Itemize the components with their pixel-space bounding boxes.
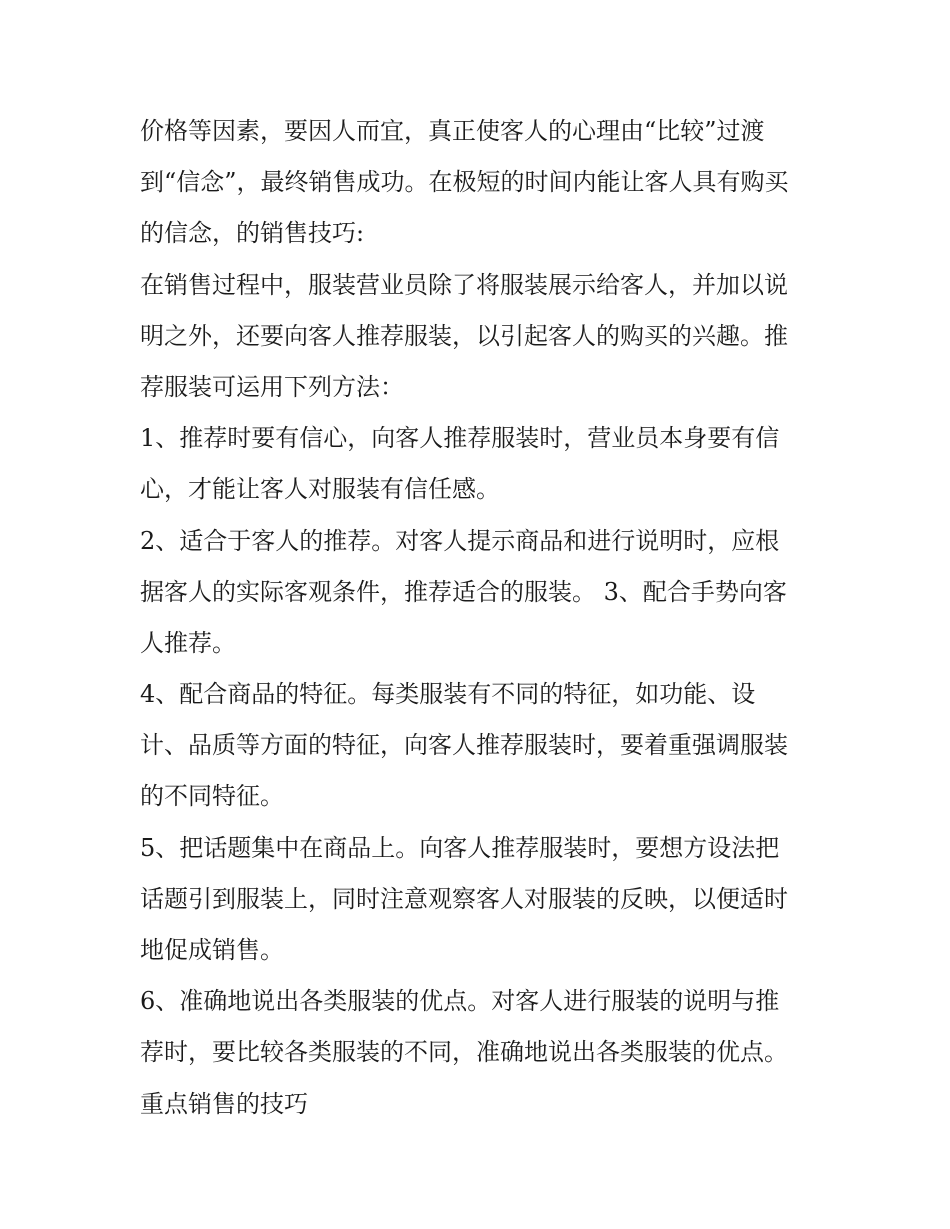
list-item-4: 4、配合商品的特征。每类服装有不同的特征，如功能、设: [140, 680, 756, 709]
text-line: 计、品质等方面的特征，向客人推荐服装时，要着重强调服装: [140, 731, 788, 760]
text-line: 荐服装可运用下列方法：: [140, 372, 404, 401]
text-line: 到“信念”，最终销售成功。在极短的时间内能让客人具有购买: [140, 168, 789, 197]
text-line: 明之外，还要向客人推荐服装，以引起客人的购买的兴趣。推: [140, 321, 788, 350]
text-line: 心，才能让客人对服装有信任感。: [140, 475, 500, 504]
text-line: 据客人的实际客观条件，推荐适合的服装。 3、配合手势向客: [140, 577, 787, 606]
list-item-2: 2、适合于客人的推荐。对客人提示商品和进行说明时，应根: [140, 526, 780, 555]
list-item-5: 5、把话题集中在商品上。向客人推荐服装时，要想方设法把: [140, 833, 780, 862]
document-body: [140, 106, 820, 1130]
text-line: 话题引到服装上，同时注意观察客人对服装的反映，以便适时: [140, 884, 788, 913]
text-line: 价格等因素，要因人而宜，真正使客人的心理由“比较”过渡: [140, 117, 765, 145]
section-heading: 重点销售的技巧: [140, 1089, 308, 1118]
text-line: 的信念，的销售技巧:: [140, 219, 365, 248]
text-line: 荐时，要比较各类服装的不同，准确地说出各类服装的优点。: [140, 1038, 788, 1067]
text-line: 地促成销售。: [140, 936, 284, 964]
list-item-1: 1、推荐时要有信心，向客人推荐服装时，营业员本身要有信: [140, 424, 780, 453]
list-item-6: 6、准确地说出各类服装的优点。对客人进行服装的说明与推: [140, 987, 780, 1016]
text-line: 在销售过程中，服装营业员除了将服装展示给客人，并加以说: [140, 270, 788, 299]
text-line: 人推荐。: [140, 628, 236, 657]
text-line: 的不同特征。: [140, 782, 284, 811]
